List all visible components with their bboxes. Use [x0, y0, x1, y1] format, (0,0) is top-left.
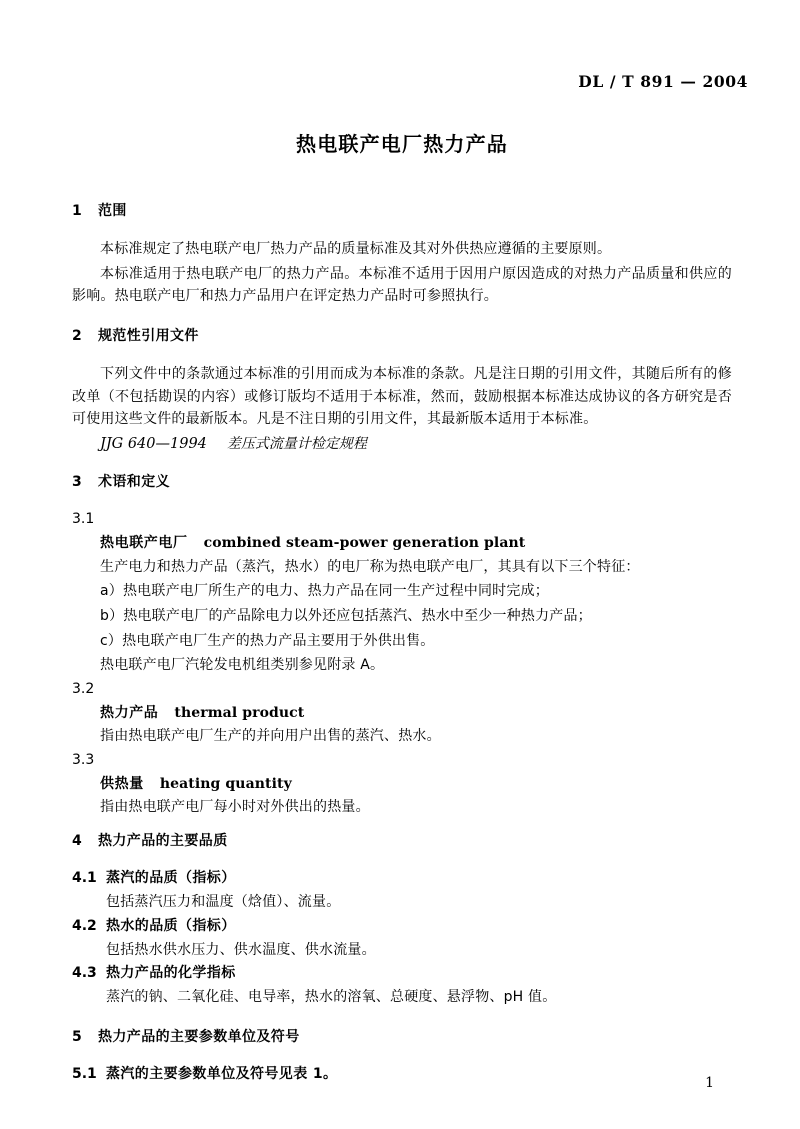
document-body: [72, 128, 732, 1087]
section-number-5: 5: [72, 1029, 82, 1046]
spacer: [72, 1054, 732, 1064]
term-number-3-3: 3.3: [72, 752, 95, 769]
spacer: [72, 310, 732, 326]
section-title-4: 热力产品的主要品质: [98, 833, 228, 850]
term-number-3-2: 3.2: [72, 680, 95, 697]
term-zh-3-3: 供热量: [100, 776, 144, 793]
term-entry-3-3: [100, 773, 732, 795]
spacer: [72, 821, 732, 831]
section-4-3-body: 蒸汽的钠、二氧化硅、电导率，热水的溶氧、总硬度、悬浮物、pH 值。: [106, 989, 557, 1006]
section-1-paragraph-1: 本标准规定了热电联产电厂热力产品的质量标准及其对外供热应遵循的主要原则。: [100, 241, 612, 257]
section-title-4-2: 热水的品质（指标）: [106, 917, 236, 934]
term-definition-3-3: 指由热电联产电厂每小时对外供出的热量。: [100, 799, 370, 816]
term-definition-3-1: 生产电力和热力产品（蒸汽，热水）的电厂称为热电联产电厂，其具有以下三个特征：: [100, 558, 640, 575]
section-title-4-1: 蒸汽的品质（指标）: [106, 870, 236, 887]
section-heading-4-1: [72, 868, 732, 889]
spacer: [72, 456, 732, 472]
section-heading-4-2: [72, 916, 732, 937]
spacer: [72, 499, 732, 509]
spacer: [72, 228, 732, 238]
section-number-4-3: 4.3: [72, 965, 97, 982]
term-en-3-1: combined steam-power generation plant: [203, 535, 526, 552]
section-4-2-body: 包括热水供水压力、供水温度、供水流量。: [106, 941, 376, 958]
term-zh-3-1: 热电联产电厂: [100, 535, 188, 552]
section-number-3: 3: [72, 474, 82, 491]
section-title-2: 规范性引用文件: [98, 328, 199, 345]
normative-reference-title: 差压式流量计检定规程: [226, 436, 367, 453]
section-heading-3: [72, 472, 732, 493]
section-heading-4-3: [72, 963, 732, 984]
section-title-5: 热力产品的主要参数单位及符号: [98, 1029, 300, 1046]
section-1-paragraph-2: 本标准适用于热电联产电厂的热力产品。本标准不适用于因用户原因造成的对热力产品质量和供应的影响。热电联产电厂和热力产品用户在评定热力产品时可参照执行。: [72, 265, 732, 305]
term-3-1-item-a: a）热电联产电厂所生产的电力、热力产品在同一生产过程中同时完成；: [100, 583, 549, 600]
term-entry-3-1: [100, 532, 732, 554]
section-number-2: 2: [72, 328, 82, 345]
section-heading-5-1: [72, 1064, 732, 1085]
term-definition-3-2: 指由热电联产电厂生产的并向用户出售的蒸汽、热水。: [100, 728, 441, 745]
section-heading-5: [72, 1027, 732, 1048]
section-title-4-3: 热力产品的化学指标: [106, 965, 236, 982]
section-number-1: 1: [72, 203, 82, 219]
section-number-4-2: 4.2: [72, 917, 97, 934]
section-title-1: 范围: [98, 203, 127, 219]
term-3-1-item-c: c）热电联产电厂生产的热力产品主要用于外供出售。: [100, 632, 435, 649]
normative-reference-code: JJG 640—1994: [100, 436, 207, 453]
term-en-3-3: heating quantity: [159, 776, 292, 793]
term-entry-3-2: [100, 702, 732, 724]
section-number-4: 4: [72, 833, 82, 850]
section-4-1-body: 包括蒸汽压力和温度（焓值）、流量。: [106, 894, 341, 911]
spacer: [72, 858, 732, 868]
spacer: [72, 1011, 732, 1027]
term-3-1-item-b: b）热电联产电厂的产品除电力以外还应包括蒸汽、热水中至少一种热力产品；: [100, 607, 592, 624]
section-heading-2: [72, 326, 732, 347]
term-number-3-1: 3.1: [72, 511, 95, 528]
section-title-3: 术语和定义: [98, 474, 170, 491]
normative-reference-entry: [100, 433, 732, 456]
term-en-3-2: thermal product: [174, 704, 305, 721]
running-header-standard-code: DL / T 891 — 2004: [578, 72, 748, 91]
section-number-4-1: 4.1: [72, 870, 97, 887]
page-number: 1: [705, 1075, 714, 1091]
section-2-paragraph-1: 下列文件中的条款通过本标准的引用而成为本标准的条款。凡是注日期的引用文件，其随后所有的修改单（不包括勘误的内容）或修订版均不适用于本标准，然而，鼓励根据本标准达成协议的各方研究是否可使用这些文件的最新版本。凡是不注日期的引用文件，其最新版本适用于本标准。: [72, 366, 732, 428]
term-3-1-note: 热电联产电厂汽轮发电机组类别参见附录 A。: [100, 657, 385, 674]
section-title-5-1: 蒸汽的主要参数单位及符号见表 1。: [106, 1066, 338, 1083]
section-number-5-1: 5.1: [72, 1066, 97, 1083]
section-heading-4: [72, 831, 732, 852]
spacer: [72, 353, 732, 363]
page-title: 热电联产电厂热力产品: [296, 132, 508, 156]
section-heading-1: [72, 201, 732, 222]
term-zh-3-2: 热力产品: [100, 704, 159, 721]
